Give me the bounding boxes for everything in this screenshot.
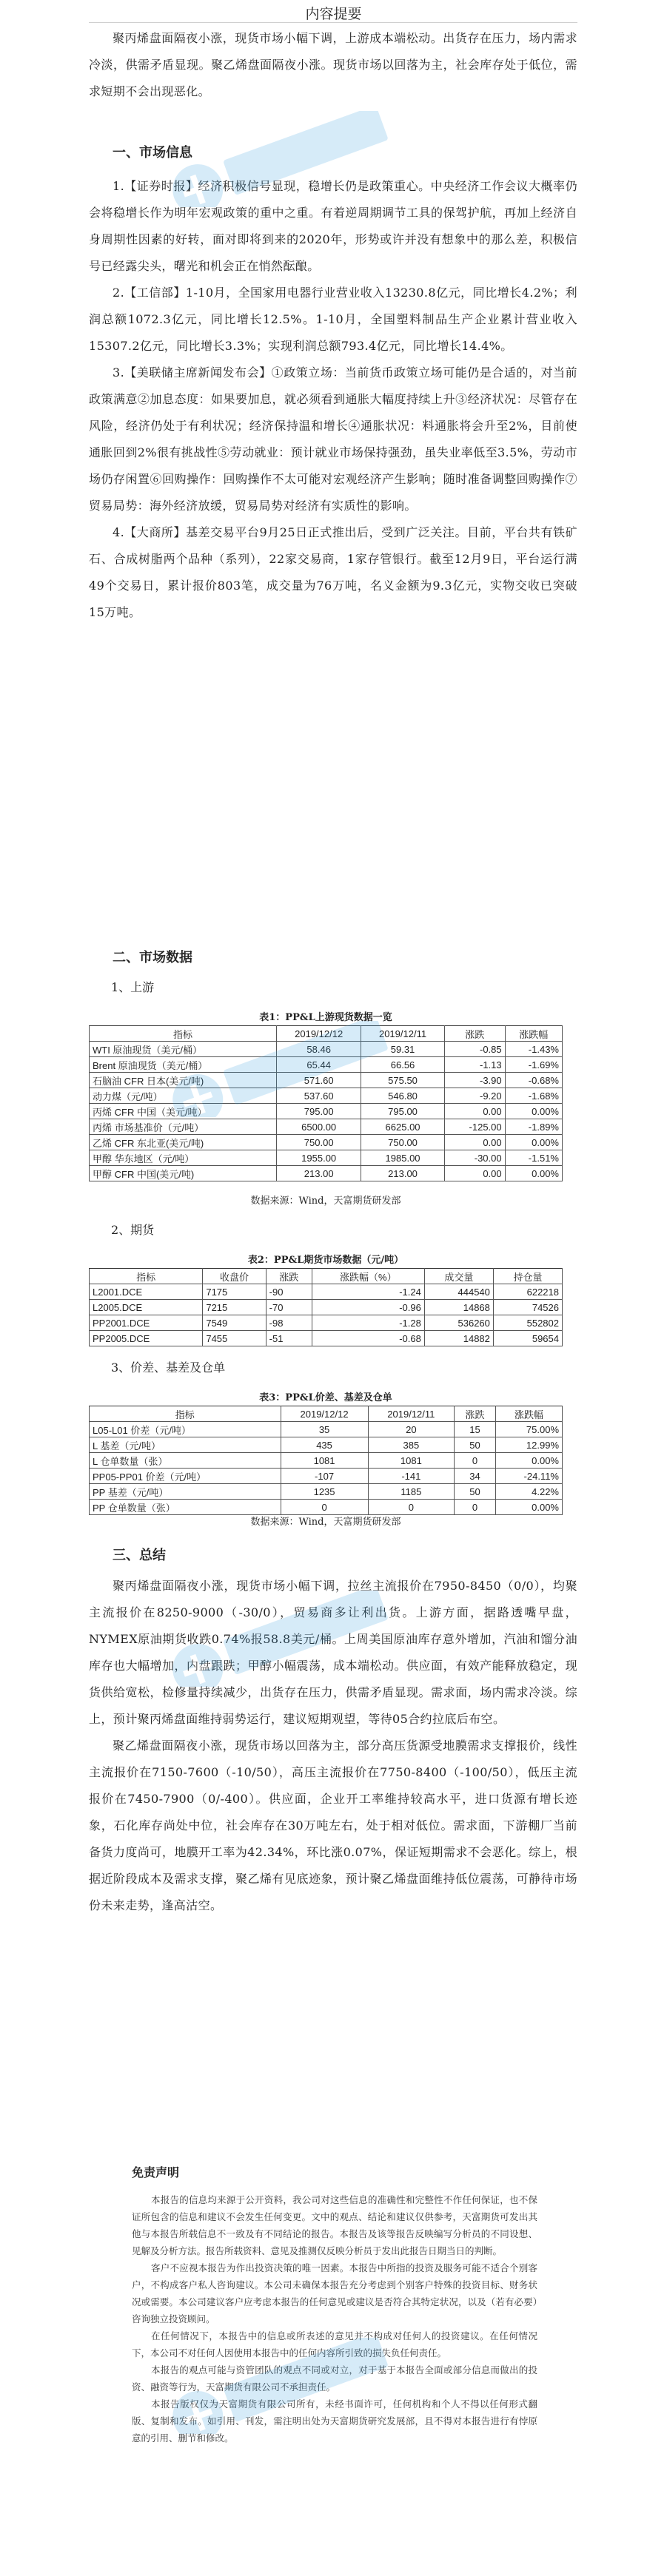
table-row — [90, 1119, 563, 1135]
table-cell: 435 — [281, 1437, 368, 1453]
disclaimer-title: 免责声明 — [132, 2165, 180, 2179]
table-cell: 537.60 — [277, 1088, 361, 1104]
table3-header-row — [90, 1406, 563, 1422]
table-cell: PP 仓单数量（张） — [90, 1500, 281, 1515]
disclaimer-paragraph: 在任何情况下，本报告中的信息或所表述的意见并不构成对任何人的投资建议。在任何情况下，本公司不对任何人因使用本报告中的任何内容所引致的损失负任何责任。 — [132, 2330, 537, 2358]
table-cell: -24.11% — [495, 1469, 562, 1484]
table-cell: 乙烯 CFR 东北亚(美元/吨) — [90, 1135, 277, 1150]
table-cell: 14868 — [424, 1300, 493, 1315]
table-cell: L 仓单数量（张） — [90, 1453, 281, 1469]
table-cell: L2001.DCE — [90, 1284, 203, 1300]
subsection-spread-heading: 3、价差、基差及仓单 — [111, 1361, 226, 1375]
table-row — [90, 1104, 563, 1119]
table-cell: 0.00% — [495, 1500, 562, 1515]
table-cell: 66.56 — [361, 1057, 445, 1073]
table-cell: -1.68% — [505, 1088, 562, 1104]
table-cell: 571.60 — [277, 1073, 361, 1088]
table-cell: 750.00 — [277, 1135, 361, 1150]
disclaimer-paragraph: 本报告的观点可能与资管团队的观点不同或对立，对于基于本报告全面或部分信息而做出的投资、融资等行为，天富期货有限公司不承担责任。 — [132, 2364, 537, 2393]
table3-header-cell: 指标 — [90, 1406, 281, 1422]
table3-header-cell: 2019/12/12 — [281, 1406, 368, 1422]
table-cell: -125.00 — [444, 1119, 505, 1135]
table-cell: Brent 原油现货（美元/桶） — [90, 1057, 277, 1073]
table1-header-cell: 涨跌 — [444, 1026, 505, 1042]
table3-caption: 表3：PP&L价差、基差及仓单 — [259, 1392, 392, 1403]
table-cell: WTI 原油现货（美元/桶） — [90, 1042, 277, 1057]
table-cell: 385 — [368, 1437, 455, 1453]
table-cell: 213.00 — [277, 1166, 361, 1181]
table-row — [90, 1500, 563, 1515]
table1-header-cell: 2019/12/12 — [277, 1026, 361, 1042]
summary-paragraph: 聚丙烯盘面隔夜小涨，现货市场小幅下调，上游成本端松动。出货存在压力，场内需求冷淡，供需矛盾显现。聚乙烯盘面隔夜小涨。现货市场以回落为主，社会库存处于低位，需求短期不会出现恶化。 — [89, 31, 577, 98]
table-cell: 795.00 — [361, 1104, 445, 1119]
table-cell: 7175 — [203, 1284, 266, 1300]
table-cell: 59654 — [493, 1331, 562, 1346]
table-cell: 213.00 — [361, 1166, 445, 1181]
page-title: 内容提要 — [305, 6, 362, 22]
section-conclusion-heading: 三、总结 — [113, 1548, 166, 1563]
table-cell: -1.89% — [505, 1119, 562, 1135]
table2-header-cell: 涨跌幅（%） — [312, 1269, 424, 1284]
table-row — [90, 1150, 563, 1166]
section-market-info-heading: 一、市场信息 — [113, 145, 192, 161]
table2-futures — [89, 1268, 563, 1346]
table-cell: 12.99% — [495, 1437, 562, 1453]
table-cell: -1.24 — [312, 1284, 424, 1300]
table-cell: L2005.DCE — [90, 1300, 203, 1315]
table3-source: 数据来源：Wind，天富期货研发部 — [250, 1517, 401, 1528]
table-cell: -70 — [266, 1300, 312, 1315]
table-cell: 甲醇 华东地区（元/吨） — [90, 1150, 277, 1166]
table-cell: 50 — [455, 1484, 496, 1500]
table2-header-cell: 成交量 — [424, 1269, 493, 1284]
table-cell: 20 — [368, 1422, 455, 1437]
table-cell: -51 — [266, 1331, 312, 1346]
disclaimer-paragraph: 本报告的信息均来源于公开资料，我公司对这些信息的准确性和完整性不作任何保证，也不保证所包含的信息和建议不会发生任何变更。文中的观点、结论和建议仅供参考，天富期货可发出其他与本报告所载信息不一致及有不同结论的报告。本报告及该等报告反映编写分析员的不同设想、见解及分析方法。报告所载资料、意见及推测仅反映分析员于发出此报告日期当日的判断。 — [132, 2194, 537, 2256]
table-cell: -1.13 — [444, 1057, 505, 1073]
table-cell: 795.00 — [277, 1104, 361, 1119]
table-cell: 575.50 — [361, 1073, 445, 1088]
table-cell: PP2001.DCE — [90, 1315, 203, 1331]
table-row — [90, 1484, 563, 1500]
summary-block — [89, 25, 577, 105]
table-cell: 0 — [281, 1500, 368, 1515]
table-cell: 丙烯 市场基准价（元/吨） — [90, 1119, 277, 1135]
table-cell: 1081 — [281, 1453, 368, 1469]
table-cell: 35 — [281, 1422, 368, 1437]
table-row — [90, 1300, 563, 1315]
title-divider — [89, 22, 577, 23]
table-cell: 444540 — [424, 1284, 493, 1300]
table-cell: 0 — [455, 1500, 496, 1515]
table-cell: 50 — [455, 1437, 496, 1453]
table-row — [90, 1331, 563, 1346]
table-cell: PP2005.DCE — [90, 1331, 203, 1346]
table-cell: 6625.00 — [361, 1119, 445, 1135]
table1-header-cell: 2019/12/11 — [361, 1026, 445, 1042]
table1-header-cell: 指标 — [90, 1026, 277, 1042]
table-cell: -141 — [368, 1469, 455, 1484]
table-cell: 动力煤（元/吨） — [90, 1088, 277, 1104]
conclusion-block — [89, 1573, 577, 1919]
table1-caption: 表1：PP&L上游现货数据一览 — [259, 1012, 392, 1023]
table-cell: 34 — [455, 1469, 496, 1484]
table-cell: 59.31 — [361, 1042, 445, 1057]
table-cell: -90 — [266, 1284, 312, 1300]
table-row — [90, 1135, 563, 1150]
table-cell: L05-L01 价差（元/吨） — [90, 1422, 281, 1437]
table-cell: -1.51% — [505, 1150, 562, 1166]
table-cell: 甲醇 CFR 中国(美元/吨) — [90, 1166, 277, 1181]
table2-header-cell: 收盘价 — [203, 1269, 266, 1284]
table-cell: 0.00% — [505, 1135, 562, 1150]
subsection-futures-heading: 2、期货 — [111, 1223, 155, 1237]
disclaimer-paragraph: 客户不应视本报告为作出投资决策的唯一因素。本报告中所指的投资及服务可能不适合个别客户，不构成客户私人咨询建议。本公司未确保本报告充分考虑到个别客户特殊的投资目标、财务状况或需要。本公司建议客户应考虑本报告的任何意见或建议是否符合其特定状况，以及（若有必要）咨询独立投资顾问。 — [132, 2262, 537, 2324]
market-info-item-3: 3.【美联储主席新闻发布会】①政策立场：当前货币政策立场可能仍是合适的，对当前政策满意②加息态度：如果要加息，就必须看到通胀大幅度持续上升③经济状况：尽管存在风险，经济仍处于有利状况；经济保持温和增长④通胀状况：料通胀将会升至2%，目前使通胀回到2%很有挑战性⑤劳动就业：预计就业市场保持强劲，虽失业率低至3.5%，劳动市场仍存闲置⑥回购操作：回购操作不太可能对宏观经济产生影响；随时准备调整回购操作⑦贸易局势：海外经济放缓，贸易局势对经济有实质性的影响。 — [89, 365, 577, 513]
table-cell: 0.00 — [444, 1104, 505, 1119]
table-row — [90, 1284, 563, 1300]
table2-header-cell: 持仓量 — [493, 1269, 562, 1284]
table-cell: -9.20 — [444, 1088, 505, 1104]
table-cell: 1081 — [368, 1453, 455, 1469]
table3-spread-basis — [89, 1406, 563, 1515]
table-cell: 536260 — [424, 1315, 493, 1331]
table1-source: 数据来源：Wind，天富期货研发部 — [250, 1196, 401, 1207]
conclusion-pp: 聚丙烯盘面隔夜小涨，现货市场小幅下调，拉丝主流报价在7950-8450（0/0），均聚主流报价在8250-9000（-30/0），贸易商多让利出货。上游方面，据路透嘴早盘，NYMEX原油期货收跌0.74%报58.8美元/桶。上周美国原油库存意外增加，汽油和馏分油库存也大幅增加，内盘跟跌；甲醇小幅震荡，成本端松动。供应面，有效产能释放稳定，现货供给宽松，检修量持续减少，出货存在压力，供需矛盾显现。需求面，场内需求冷淡。综上，预计聚丙烯盘面维持弱势运行，建议短期观望，等待05合约拉底后布空。 — [89, 1579, 577, 1726]
table2-caption: 表2：PP&L期货市场数据（元/吨） — [247, 1255, 404, 1266]
table-cell: 0.00 — [444, 1166, 505, 1181]
table-cell: L 基差（元/吨） — [90, 1437, 281, 1453]
table-cell: -30.00 — [444, 1150, 505, 1166]
table-row — [90, 1042, 563, 1057]
market-info-block — [89, 173, 577, 626]
table-row — [90, 1088, 563, 1104]
table-cell: 65.44 — [277, 1057, 361, 1073]
conclusion-pe: 聚乙烯盘面隔夜小涨，现货市场以回落为主，部分高压货源受地膜需求支撑报价，线性主流报价在7150-7600（-10/50），高压主流报价在7750-8400（-100/50），低压主流报价在7450-7900（0/-400）。供应面，企业开工率维持较高水平，进口货源有增长迹象，石化库存尚处中位，社会库存在30万吨左右，处于相对低位。需求面，下游棚厂当前备货力度尚可，地膜开工率为42.34%，环比涨0.07%，保证短期需求不会恶化。综上，根据近阶段成本及需求支撑，聚乙烯有见底迹象，预计聚乙烯盘面维持低位震荡，可静待市场份未来走势，逢高沽空。 — [89, 1739, 577, 1912]
table-cell: PP 基差（元/吨） — [90, 1484, 281, 1500]
market-info-item-1: 1.【证券时报】经济积极信号显现，稳增长仍是政策重心。中央经济工作会议大概率仍会将稳增长作为明年宏观政策的重中之重。有着逆周期调节工具的保驾护航，再加上经济自身周期性因素的好转，面对即将到来的2020年，形势或许并没有想象中的那么差，积极信号已经露尖头，曙光和机会正在悄然酝酿。 — [89, 179, 577, 273]
table3-header-cell: 涨跌幅 — [495, 1406, 562, 1422]
table3-header-cell: 涨跌 — [455, 1406, 496, 1422]
table-cell: 6500.00 — [277, 1119, 361, 1135]
table-cell: -107 — [281, 1469, 368, 1484]
disclaimer-paragraph: 本报告版权仅为天富期货有限公司所有，未经书面许可，任何机构和个人不得以任何形式翻版、复制和发布。如引用、刊发，需注明出处为天富期货研究发展部，且不得对本报告进行有悖原意的引用、删节和修改。 — [132, 2398, 537, 2444]
section-market-data-heading: 二、市场数据 — [113, 950, 192, 965]
market-info-item-2: 2.【工信部】1-10月，全国家用电器行业营业收入13230.8亿元，同比增长4.2%；利润总额1072.3亿元，同比增长12.5%。1-10月，全国塑料制品生产企业累计营业收入15307.2亿元，同比增长3.3%；实现利润总额793.4亿元，同比增长14.4%。 — [89, 286, 577, 353]
table-cell: 1185 — [368, 1484, 455, 1500]
table1-header-row — [90, 1026, 563, 1042]
table-row — [90, 1437, 563, 1453]
table-cell: 0.00% — [495, 1453, 562, 1469]
table-cell: 4.22% — [495, 1484, 562, 1500]
table-cell: 石脑油 CFR 日本(美元/吨) — [90, 1073, 277, 1088]
table-cell: 622218 — [493, 1284, 562, 1300]
table-cell: -1.69% — [505, 1057, 562, 1073]
table1-upstream-spot — [89, 1025, 563, 1181]
market-info-item-4: 4.【大商所】基差交易平台9月25日正式推出后，受到广泛关注。目前，平台共有铁矿石、合成树脂两个品种（系列），22家交易商，1家存管银行。截至12月9日，平台运行满49个交易日，累计报价803笔，成交量为76万吨，名义金额为9.3亿元，实物交收已突破15万吨。 — [89, 525, 577, 619]
table-cell: -3.90 — [444, 1073, 505, 1088]
table-cell: -0.96 — [312, 1300, 424, 1315]
table-row — [90, 1057, 563, 1073]
table-cell: 14882 — [424, 1331, 493, 1346]
table-cell: -0.85 — [444, 1042, 505, 1057]
table-row — [90, 1422, 563, 1437]
table-cell: 7215 — [203, 1300, 266, 1315]
table-cell: 0 — [368, 1500, 455, 1515]
subsection-upstream-heading: 1、上游 — [111, 980, 155, 994]
table-cell: -1.28 — [312, 1315, 424, 1331]
disclaimer-block — [132, 2191, 537, 2447]
table-cell: 750.00 — [361, 1135, 445, 1150]
table-cell: 546.80 — [361, 1088, 445, 1104]
table-cell: 7455 — [203, 1331, 266, 1346]
table-cell: 58.46 — [277, 1042, 361, 1057]
table-cell: -1.43% — [505, 1042, 562, 1057]
table-cell: 1955.00 — [277, 1150, 361, 1166]
table-row — [90, 1166, 563, 1181]
table-cell: 0.00% — [505, 1166, 562, 1181]
table-row — [90, 1073, 563, 1088]
table-row — [90, 1453, 563, 1469]
table-cell: 74526 — [493, 1300, 562, 1315]
table2-header-cell: 指标 — [90, 1269, 203, 1284]
table-cell: -0.68% — [505, 1073, 562, 1088]
table-cell: 7549 — [203, 1315, 266, 1331]
table2-header-cell: 涨跌 — [266, 1269, 312, 1284]
table3-header-cell: 2019/12/11 — [368, 1406, 455, 1422]
table-cell: 0.00% — [505, 1104, 562, 1119]
table-cell: 0.00 — [444, 1135, 505, 1150]
table-cell: 15 — [455, 1422, 496, 1437]
table-row — [90, 1315, 563, 1331]
table-cell: -98 — [266, 1315, 312, 1331]
table-cell: 1235 — [281, 1484, 368, 1500]
table-cell: -0.68 — [312, 1331, 424, 1346]
table-cell: 0 — [455, 1453, 496, 1469]
table2-header-row — [90, 1269, 563, 1284]
table-cell: 丙烯 CFR 中国（美元/吨） — [90, 1104, 277, 1119]
table-cell: 552802 — [493, 1315, 562, 1331]
table1-header-cell: 涨跌幅 — [505, 1026, 562, 1042]
table-cell: 1985.00 — [361, 1150, 445, 1166]
table-cell: 75.00% — [495, 1422, 562, 1437]
table-row — [90, 1469, 563, 1484]
table-cell: PP05-PP01 价差（元/吨） — [90, 1469, 281, 1484]
